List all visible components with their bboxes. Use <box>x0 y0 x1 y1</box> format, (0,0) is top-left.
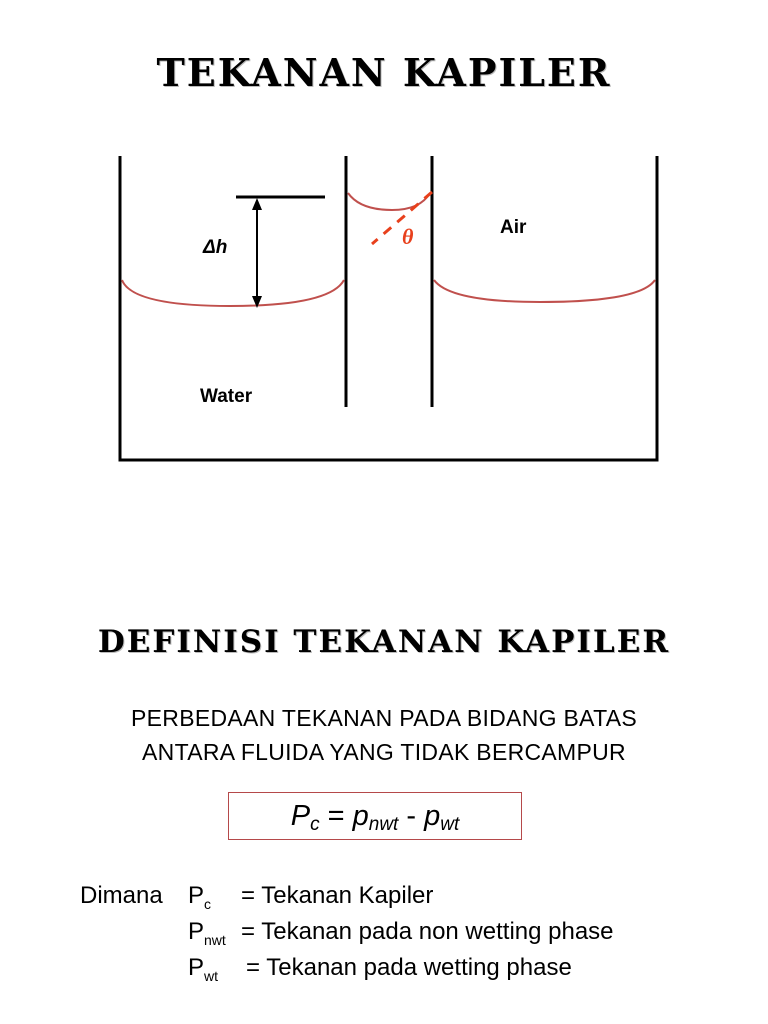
legend-desc-pc: = Tekanan Kapiler <box>241 882 434 909</box>
formula-op: - <box>398 800 425 832</box>
height-arrow-head-top <box>252 198 262 210</box>
formula-term-1-sub: nwt <box>368 814 399 835</box>
section-title: DEFINISI TEKANAN KAPILER <box>97 624 671 660</box>
formula-lhs-sub: c <box>310 814 320 835</box>
legend-desc-pnwt: = Tekanan pada non wetting phase <box>241 918 614 945</box>
definition-line-1: PERBEDAAN TEKANAN PADA BIDANG BATAS <box>131 705 637 731</box>
definition-line-2: ANTARA FLUIDA YANG TIDAK BERCAMPUR <box>142 739 626 765</box>
formula-box <box>228 792 522 840</box>
air-label: Air <box>500 217 527 238</box>
formula-lhs: P <box>290 800 311 832</box>
water-surface-right <box>434 280 655 302</box>
legend-symbol-pwt: $P_{wt}$ <box>188 954 219 984</box>
capillary-diagram <box>0 140 768 470</box>
formula-eq: = <box>319 800 353 832</box>
legend-intro: Dimana <box>80 882 163 909</box>
water-label: Water <box>200 386 253 407</box>
formula-term-1: p <box>352 800 369 832</box>
formula-term-2: p <box>424 800 441 832</box>
tube-meniscus <box>348 193 430 210</box>
theta-label: θ <box>402 224 414 249</box>
legend-symbol-pc: $P_c$ <box>188 882 212 912</box>
legend-symbol-pnwt: $P_{nwt}$ <box>188 918 226 948</box>
water-surface-left <box>122 280 344 306</box>
formula-term-2-sub: wt <box>440 814 460 835</box>
delta-h-label: Δh <box>203 237 228 258</box>
legend-desc-pwt: = Tekanan pada wetting phase <box>246 954 572 981</box>
container-outline <box>120 156 657 460</box>
page-title: TEKANAN KAPILER <box>156 50 612 95</box>
